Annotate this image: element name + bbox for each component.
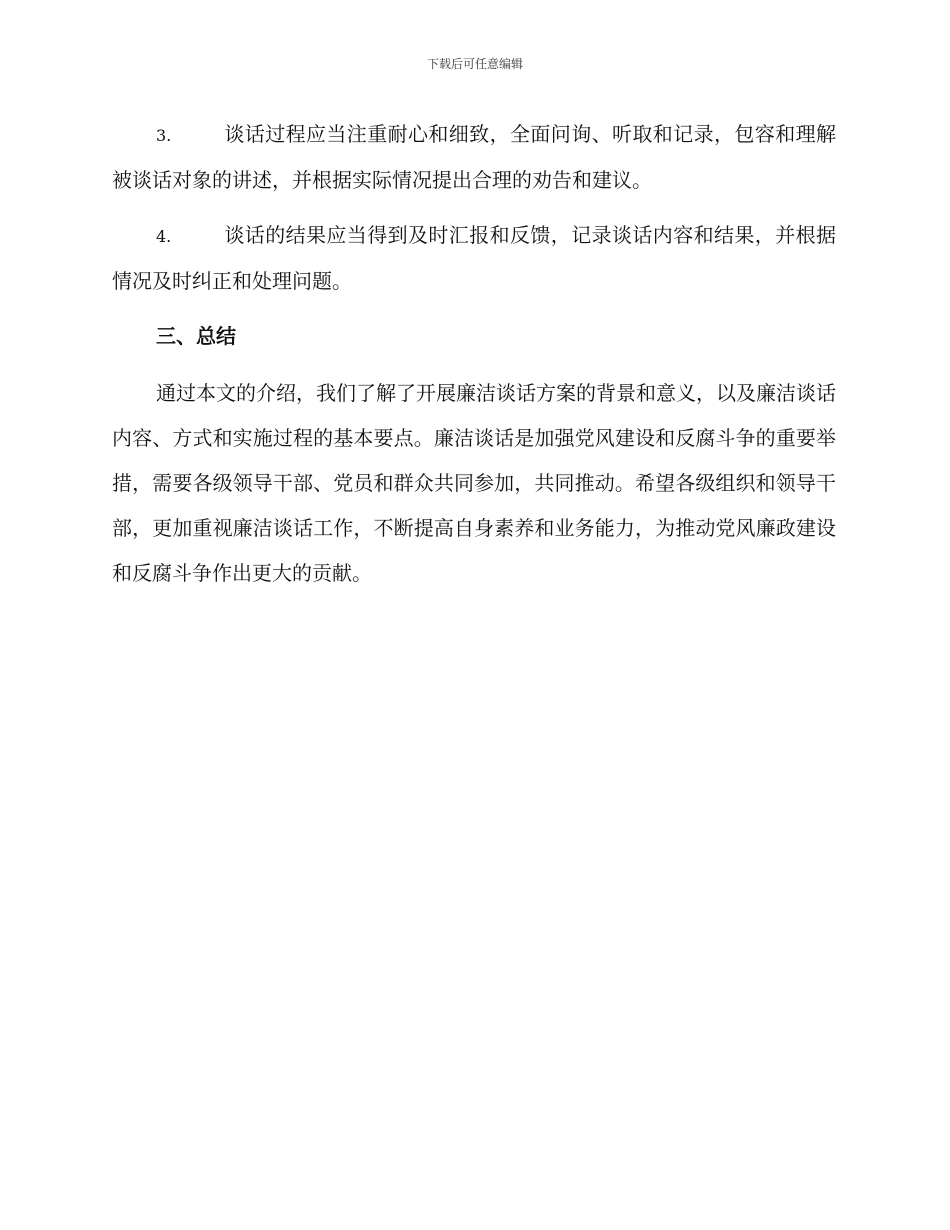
list-text: 谈话的结果应当得到及时汇报和反馈，记录谈话内容和结果，并根据情况及时纠正和处理问题。 bbox=[112, 223, 836, 293]
section-title: 三、总结 bbox=[156, 324, 236, 348]
summary-paragraph: 通过本文的介绍，我们了解了开展廉洁谈话方案的背景和意义，以及廉洁谈话内容、方式和实施过程的基本要点。廉洁谈话是加强党风建设和反腐斗争的重要举措，需要各级领导干部、党员和群众共同参加，共同推动。希望各级组织和领导干部，更加重视廉洁谈话工作，不断提高自身素养和业务能力，为推动党风廉政建设和反腐斗争作出更大的贡献。 bbox=[112, 381, 836, 585]
list-number: 4. bbox=[156, 227, 172, 246]
list-number: 3. bbox=[156, 126, 172, 145]
list-item bbox=[112, 112, 836, 203]
list-item bbox=[112, 213, 836, 304]
document-body bbox=[112, 112, 836, 596]
list-text: 谈话过程应当注重耐心和细致，全面问询、听取和记录，包容和理解被谈话对象的讲述，并根据实际情况提出合理的劝告和建议。 bbox=[112, 122, 836, 192]
header-note: 下载后可任意编辑 bbox=[426, 57, 523, 71]
